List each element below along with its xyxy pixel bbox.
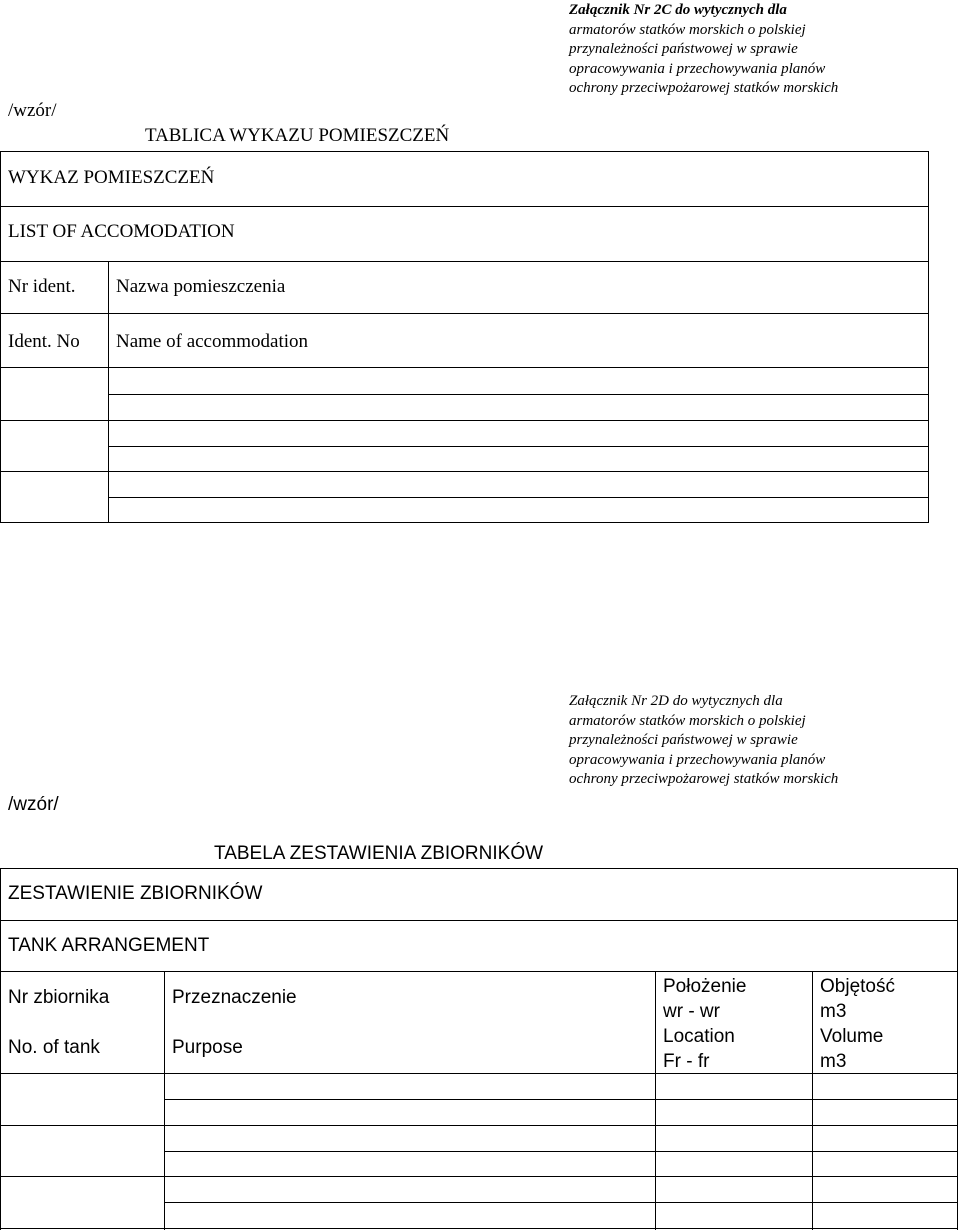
col-volume xyxy=(820,974,895,1074)
col-volume-line: Objętość xyxy=(820,976,895,997)
wzor-label: /wzór/ xyxy=(8,794,59,815)
col-ident-pl: Nr ident. xyxy=(8,276,76,297)
table-title: TABLICA WYKAZU POMIESZCZEŃ xyxy=(145,125,450,146)
col-location-line: wr - wr xyxy=(663,1001,720,1022)
heading-en: TANK ARRANGEMENT xyxy=(8,935,210,956)
col-purpose-pl: Przeznaczenie xyxy=(172,987,297,1008)
col-name-pl: Nazwa pomieszczenia xyxy=(116,276,286,297)
annex-line: opracowywania i przechowywania planów xyxy=(569,751,826,768)
annex-line: przynależności państwowej w sprawie xyxy=(569,41,798,58)
annex-line: armatorów statków morskich o polskiej xyxy=(569,21,806,38)
col-volume-line: m3 xyxy=(820,1001,847,1022)
col-volume-line: m3 xyxy=(820,1051,847,1072)
annex-line: ochrony przeciwpożarowej statków morskich xyxy=(569,80,839,97)
col-location-line: Położenie xyxy=(663,976,747,997)
heading-pl: ZESTAWIENIE ZBIORNIKÓW xyxy=(8,883,263,904)
col-tank-nr-pl: Nr zbiornika xyxy=(8,987,110,1008)
annex-line: armatorów statków morskich o polskiej xyxy=(569,712,806,729)
col-name-en: Name of accommodation xyxy=(116,331,309,352)
annex-line: przynależności państwowej w sprawie xyxy=(569,732,798,749)
annex-note-2d xyxy=(569,692,954,790)
col-volume-line: Volume xyxy=(820,1026,884,1047)
heading-pl: WYKAZ POMIESZCZEŃ xyxy=(8,167,215,188)
col-ident-en: Ident. No xyxy=(8,331,80,352)
heading-en: LIST OF ACCOMODATION xyxy=(8,221,235,242)
col-location-line: Fr - fr xyxy=(663,1051,710,1072)
annex-line: ochrony przeciwpożarowej statków morskich xyxy=(569,771,839,788)
col-purpose-en: Purpose xyxy=(172,1037,243,1058)
table-title: TABELA ZESTAWIENIA ZBIORNIKÓW xyxy=(214,843,544,864)
annex-line: opracowywania i przechowywania planów xyxy=(569,60,826,77)
col-tank-nr-en: No. of tank xyxy=(8,1037,100,1058)
col-location-line: Location xyxy=(663,1026,735,1047)
col-location xyxy=(663,974,746,1074)
wzor-label: /wzór/ xyxy=(8,100,57,121)
annex-line: Załącznik Nr 2D do wytycznych dla xyxy=(569,693,783,709)
annex-note-2c xyxy=(569,1,954,99)
annex-line: Załącznik Nr 2C do wytycznych dla xyxy=(569,2,787,18)
